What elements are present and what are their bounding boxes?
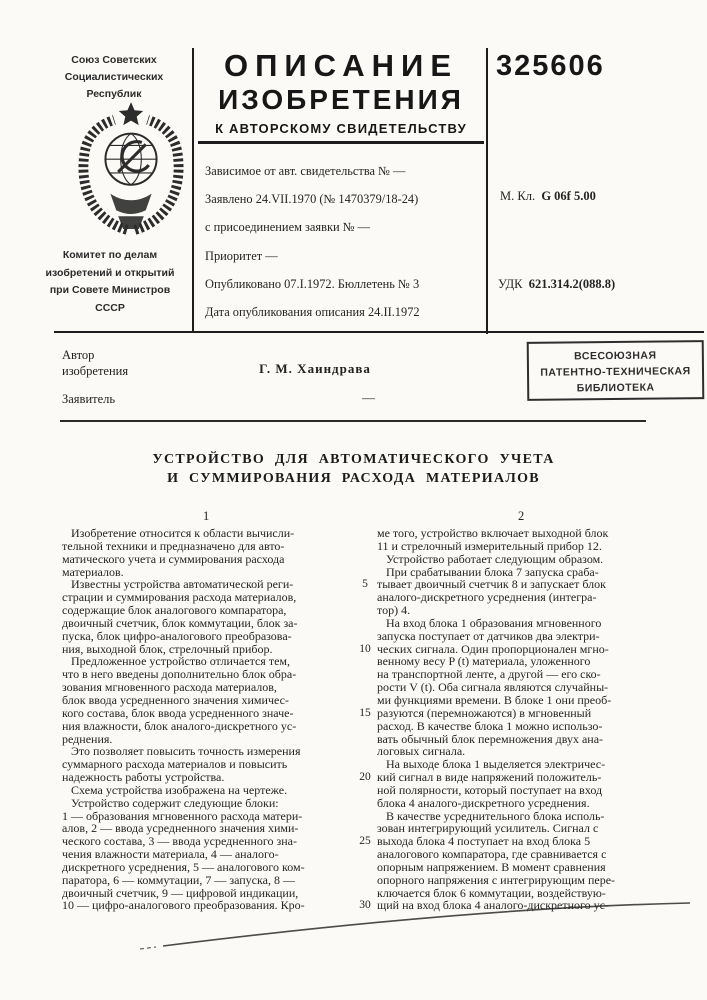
issuer-committee-name: Комитет по делам изобретений и открытий при Совете Министров СССР bbox=[45, 249, 175, 314]
library-stamp: ВСЕСОЮЗНАЯ ПАТЕНТНО-ТЕХНИЧЕСКАЯ БИБЛИОТЕКА bbox=[527, 340, 705, 401]
invention-title: УСТРОЙСТВО ДЛЯ АВТОМАТИЧЕСКОГО УЧЕТА И СУММИРОВАНИЯ РАСХОДА МАТЕРИАЛОВ bbox=[152, 452, 555, 486]
doc-type-line2: ИЗОБРЕТЕНИЯ bbox=[218, 84, 464, 115]
patent-number: 325606 bbox=[496, 50, 605, 82]
issuer-union-name: Союз Советских Социалистических Республик bbox=[64, 54, 164, 100]
body-left-column: Изобретение относится к области вычисли- тельной техники и предназначено для авто- матического учета и суммирования расхода материалов. Известны устройства автоматической реги- страции и суммирования расхода материалов, содержащие блок аналогового компаратора, двоичный счетчик, блок коммутации, блок за- пуска, блок цифро-аналогового преобразова- ния, выходной блок, стрелочный прибор. Предложенное устройство отличается тем, что в него введены дополнительно блок обра- зования мгновенного расхода материалов, блок ввода усредненного значения химичес- кого состава, блок ввода усредненного значе- ния влажности, блок аналого-дискретного ус- реднения. Это позволяет повысить точность измерения суммарного расхода материалов и повысить надежность работы устройства. Схема устройства изображена на чертеже. Устройство содержит следующие блоки: 1 — образования мгновенного расхода матери- алов, 2 — ввода усредненного значения хими- ческого состава, 3 — ввода усредненного зна- чения влажности материала, 4 — аналого- дискретного усреднения, 5 — аналогового ком- паратора, 6 — коммутации, 7 — запуска, 8 — двоичный счетчик, 9 — цифровой индикации, 10 — цифро-аналогового преобразования. Кро- bbox=[62, 526, 305, 913]
doc-type-line1: ОПИСАНИЕ bbox=[223, 48, 459, 83]
applicant-label: Заявитель bbox=[62, 392, 116, 406]
author-name: Г. М. Хаиндрава bbox=[259, 361, 371, 376]
filing-details: Зависимое от авт. свидетельства № — Заявлено 24.VII.1970 (№ 1470379/18-24) с присоединением заявки № — Приоритет — Опубликовано 07.I.1972. Бюллетень № 3 Дата опубликования описания 24.II.1972 bbox=[205, 164, 420, 320]
doc-subtitle: К АВТОРСКОМУ СВИДЕТЕЛЬСТВУ bbox=[215, 121, 467, 136]
udk-label: УДК bbox=[498, 277, 523, 291]
udk-value: 621.314.2(088.8) bbox=[528, 277, 616, 291]
left-column-number: 1 bbox=[203, 509, 210, 523]
author-label: Автор изобретения bbox=[62, 348, 129, 378]
line-numbers-gutter: 5 10 15 20 25 30 bbox=[359, 578, 371, 912]
mk-label: М. Кл. bbox=[500, 189, 536, 203]
mk-value: G 06f 5.00 bbox=[541, 189, 596, 203]
right-column-number: 2 bbox=[518, 509, 525, 523]
body-right-column: ме того, устройство включает выходной блок 11 и стрелочный измерительный прибор 12. Устройство работает следующим образом. При срабатывании блока 7 запуска сраба- тывает двоичный счетчик 8 и запускает блок аналого-дискретного усреднения (интегра- тор) 4. На вход блока 1 образования мгновенного запуска поступает от датчиков два электри- ческих сигнала. Один пропорционален мгно- венному весу P (t) материала, уложенного на транспортной ленте, а другой — его ско- рости V (t). Оба сигнала являются случайны- ми функциями времени. В блоке 1 они преоб- разуются (перемножаются) в мгновенный расход. В качестве блока 1 можно использо- вать обычный блок перемножения двух ана- логовых сигнала. На выходе блока 1 выделяется электричес- кий сигнал в виде напряжений положитель- ной полярности, который поступает на вход блока 4 аналого-дискретного усреднения. В качестве усреднительного блока исполь- зован интегрирующий усилитель. Сигнал с выхода блока 4 поступает на вход блока 5 аналогового компаратора, где сравнивается с опорным напряжением. В момент сравнения опорного напряжения с интегрирующим пере- ключается блок 6 коммутации, воздействую- щий на вход блока 4 аналого-дискретного ус- bbox=[377, 526, 616, 913]
applicant-value: — bbox=[362, 390, 375, 405]
